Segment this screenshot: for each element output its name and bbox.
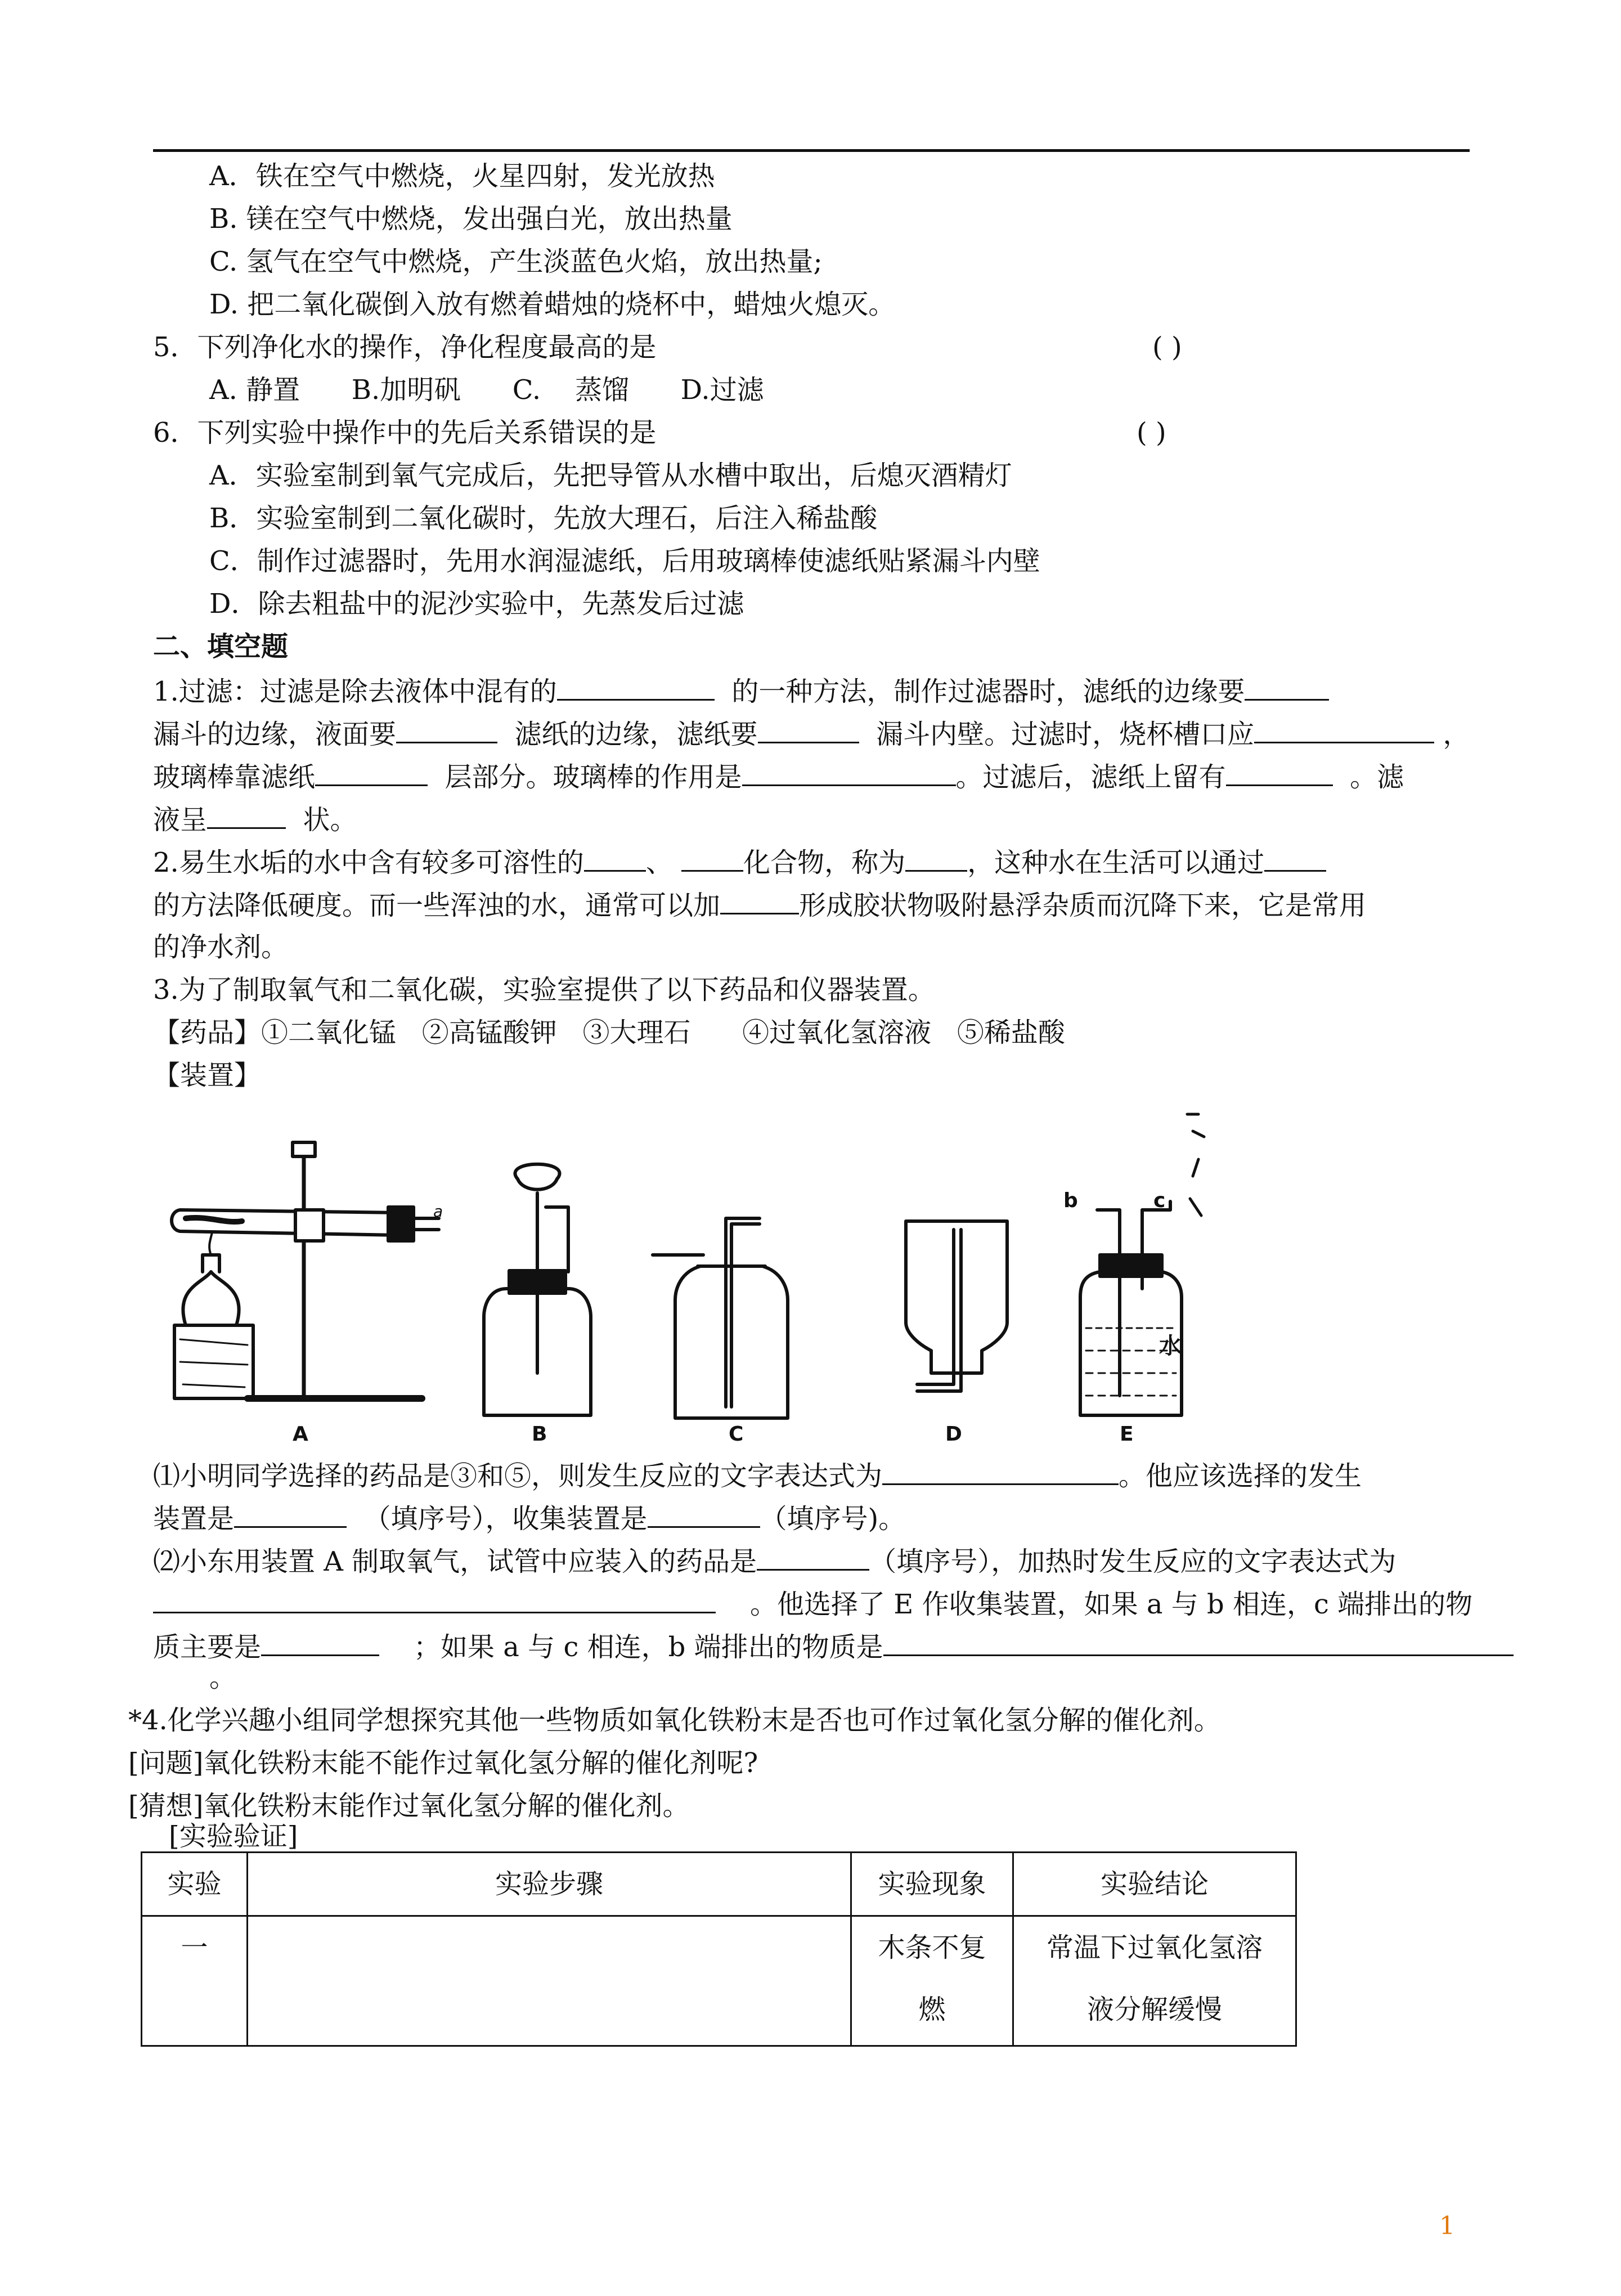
fig-label-c: C [729,1423,744,1446]
table-header-row [142,1853,1296,1916]
funnel [515,1164,559,1190]
stopper [388,1207,414,1241]
header-phenomenon: 实验现象 [851,1853,1013,1916]
test-tube [172,1210,399,1235]
apparatus-a [172,1142,439,1398]
q6-option-b: B．实验室制到二氧化碳时，先放大理石，后注入稀盐酸 [209,503,878,534]
fill4-question: [问题]氧化铁粉末能不能作过氧化氢分解的催化剂呢? [128,1747,758,1779]
answer-blank[interactable] [1245,673,1329,701]
fill4-intro: *4.化学兴趣小组同学想探究其他一些物质如氧化铁粉末是否也可作过氧化氢分解的催化剂。 [128,1705,1221,1736]
fill2-line2: 的方法降低硬度。而一些浑浊的水，通常可以加 形成胶状物吸附悬浮杂质而沉降下来，它是常用 [153,887,1366,923]
fig-label-a: A [293,1423,308,1446]
fig-label-b: B [532,1423,547,1446]
apparatus-d [906,1221,1007,1391]
q4-option-a: A．铁在空气中燃烧，火星四射，发光放热 [209,160,715,192]
fig-label-d: D [945,1423,962,1446]
q4-option-c: C. 氢气在空气中燃烧，产生淡蓝色火焰，放出热量; [209,246,823,277]
fill4-guess: [猜想]氧化铁粉末能作过氧化氢分解的催化剂。 [128,1790,690,1822]
apparatus-b [484,1164,591,1415]
cell-steps[interactable] [248,1916,851,2046]
label-a-tube-end: a [433,1202,443,1221]
alcohol-lamp [183,1272,239,1325]
header-experiment: 实验 [142,1853,248,1916]
cell-experiment-number: 一 [142,1916,248,2046]
fill2-line3: 的净水剂。 [153,931,289,963]
answer-blank[interactable] [757,1543,869,1571]
answer-blank[interactable] [720,887,799,914]
q5-options: A. 静置 B.加明矾 C. 蒸馏 D.过滤 [209,374,764,406]
section-title-fill-in: 二、填空题 [153,631,289,662]
q6-stem: 6．下列实验中操作中的先后关系错误的是 [153,417,657,449]
q6-option-d: D．除去粗盐中的泥沙实验中，先蒸发后过滤 [209,588,744,620]
apparatus-figure [163,1103,1232,1446]
fill3-p2-line3: 质主要是 ；如果 a 与 c 相连，b 端排出的物质是 [153,1629,1514,1665]
answer-blank[interactable] [882,1458,1119,1485]
fill3-p2-end: 。 [209,1662,237,1693]
answer-blank[interactable] [234,1500,347,1528]
header-conclusion: 实验结论 [1013,1853,1296,1916]
fill3-intro: 3.为了制取氧气和二氧化碳，实验室提供了以下药品和仪器装置。 [153,974,935,1006]
answer-blank[interactable] [883,1629,1514,1656]
table-row [142,1916,1296,2046]
label-water: 水 [1159,1333,1182,1359]
q6-option-a: A．实验室制到氧气完成后，先把导管从水槽中取出，后熄灭酒精灯 [209,460,1012,491]
answer-blank[interactable] [1226,759,1333,786]
header-steps: 实验步骤 [248,1853,851,1916]
fill2-line1: 2.易生水垢的水中含有较多可溶性的 、 化合物，称为 ，这种水在生活可以通过 [153,844,1326,880]
label-b-port: b [1063,1189,1078,1212]
cell-conclusion: 常温下过氧化氢溶 液分解缓慢 [1013,1916,1296,2046]
answer-blank[interactable] [1254,716,1434,743]
fill1-line1: 1.过滤：过滤是除去液体中混有的 的一种方法，制作过滤器时，滤纸的边缘要 [153,673,1329,709]
answer-blank[interactable] [742,759,956,786]
answer-blank[interactable] [396,716,497,743]
answer-blank[interactable] [758,716,859,743]
answer-blank[interactable] [648,1500,760,1528]
fill3-p1-line1: ⑴小明同学选择的药品是③和⑤，则发生反应的文字表达式为 。他应该选择的发生 [153,1458,1362,1494]
fill3-drugs: 【药品】①二氧化锰 ②高锰酸钾 ③大理石 ④过氧化氢溶液 ⑤稀盐酸 [153,1017,1065,1048]
experiment-table [141,1851,1297,2047]
fig-label-e: E [1120,1423,1134,1446]
q6-option-c: C．制作过滤器时，先用水润湿滤纸，后用玻璃棒使滤纸贴紧漏斗内壁 [209,545,1040,577]
fill4-verify-heading: [实验验证] [169,1820,298,1852]
q5-answer-paren: ( ) [1152,331,1182,363]
fill3-p1-line2: 装置是 （填序号），收集装置是 （填序号)。 [153,1500,905,1536]
page-number: 1 [1439,2212,1455,2240]
answer-blank[interactable] [681,844,743,872]
apparatus-e [1080,1114,1204,1415]
answer-blank[interactable] [905,844,967,872]
answer-blank[interactable] [1264,844,1326,872]
fill3-p2-line1: ⑵小东用装置 A 制取氧气，试管中应装入的药品是 （填序号），加热时发生反应的文字表达式为 [153,1543,1396,1579]
label-c-port: c [1153,1189,1166,1212]
answer-blank[interactable] [207,801,286,829]
apparatus-c [653,1218,788,1418]
q5-stem: 5．下列净化水的操作，净化程度最高的是 [153,331,657,363]
q6-answer-paren: ( ) [1137,417,1166,449]
fill3-p2-line2: 。他选择了 E 作收集装置，如果 a 与 b 相连，c 端排出的物 [153,1586,1472,1622]
header-rule [153,149,1470,152]
q4-option-d: D. 把二氧化碳倒入放有燃着蜡烛的烧杯中，蜡烛火熄灭。 [209,289,896,320]
cell-phenomenon: 木条不复 燃 [851,1916,1013,2046]
answer-blank[interactable] [315,759,428,786]
answer-blank[interactable] [557,673,715,701]
fill1-line4: 液呈 状。 [153,801,357,837]
fill1-line2: 漏斗的边缘，液面要 滤纸的边缘，滤纸要 漏斗内壁。过滤时，烧杯槽口应 ， [153,716,1470,752]
answer-blank[interactable] [584,844,646,872]
answer-blank[interactable] [153,1586,716,1613]
fill3-apparatus-heading: 【装置】 [153,1060,262,1091]
answer-blank[interactable] [261,1629,379,1656]
q4-option-b: B. 镁在空气中燃烧，发出强白光，放出热量 [209,203,733,235]
fill1-line3: 玻璃棒靠滤纸 层部分。玻璃棒的作用是 。过滤后，滤纸上留有 。滤 [153,759,1404,795]
